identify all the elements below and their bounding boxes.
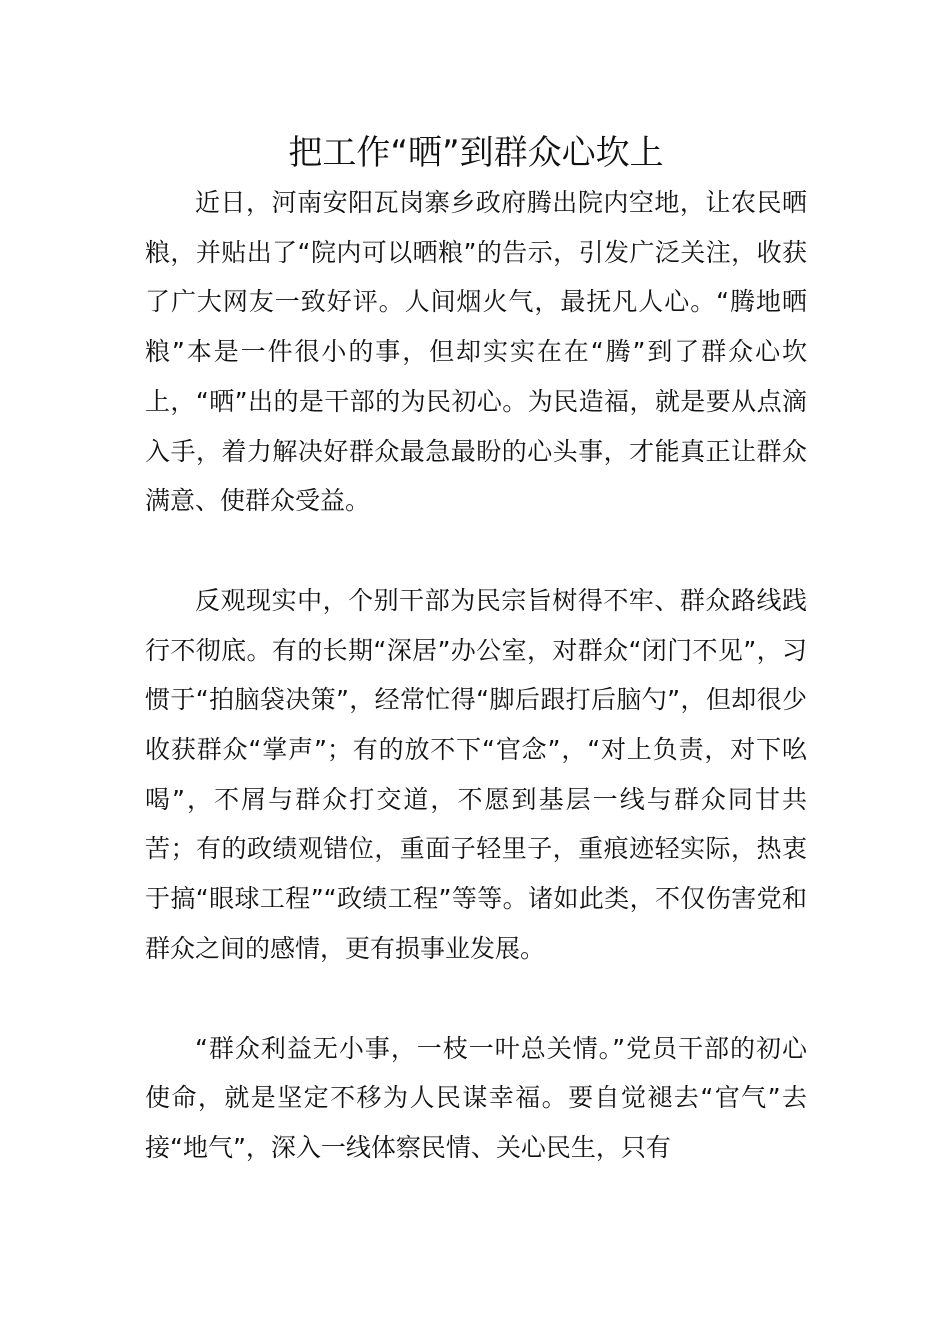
paragraph-spacer [145,974,807,1024]
paragraph-2: 反观现实中，个别干部为民宗旨树得不牢、群众路线践行不彻底。有的长期“深居”办公室，对群众“闭门不见”，习惯于“拍脑袋决策”，经常忙得“脚后跟打后脑勺”，但却很少收获群众“掌声”；有的放不下“官念”，“对上负责，对下吆喝”，不屑与群众打交道，不愿到基层一线与群众同甘共苦；有的政绩观错位，重面子轻里子，重痕迹轻实际，热衷于搞“眼球工程”“政绩工程”等等。诸如此类，不仅伤害党和群众之间的感情，更有损事业发展。 [145,585,807,963]
paragraph-1: 近日，河南安阳瓦岗寨乡政府腾出院内空地，让农民晒粮，并贴出了“院内可以晒粮”的告示，引发广泛关注，收获了广大网友一致好评。人间烟火气，最抚凡人心。“腾地晒粮”本是一件很小的事，但却实实在在“腾”到了群众心坎上，“晒”出的是干部的为民初心。为民造福，就是要从点滴入手，着力解决好群众最急最盼的心头事，才能真正让群众满意、使群众受益。 [145,188,807,516]
document-page [145,128,807,1173]
paragraph-spacer [145,526,807,576]
document-title: 把工作“晒”到群众心坎上 [288,133,664,173]
paragraph-3: “群众利益无小事，一枝一叶总关情。”党员干部的初心使命，就是坚定不移为人民谋幸福。要自觉褪去“官气”去接“地气”，深入一线体察民情、关心民生，只有 [145,1033,807,1162]
